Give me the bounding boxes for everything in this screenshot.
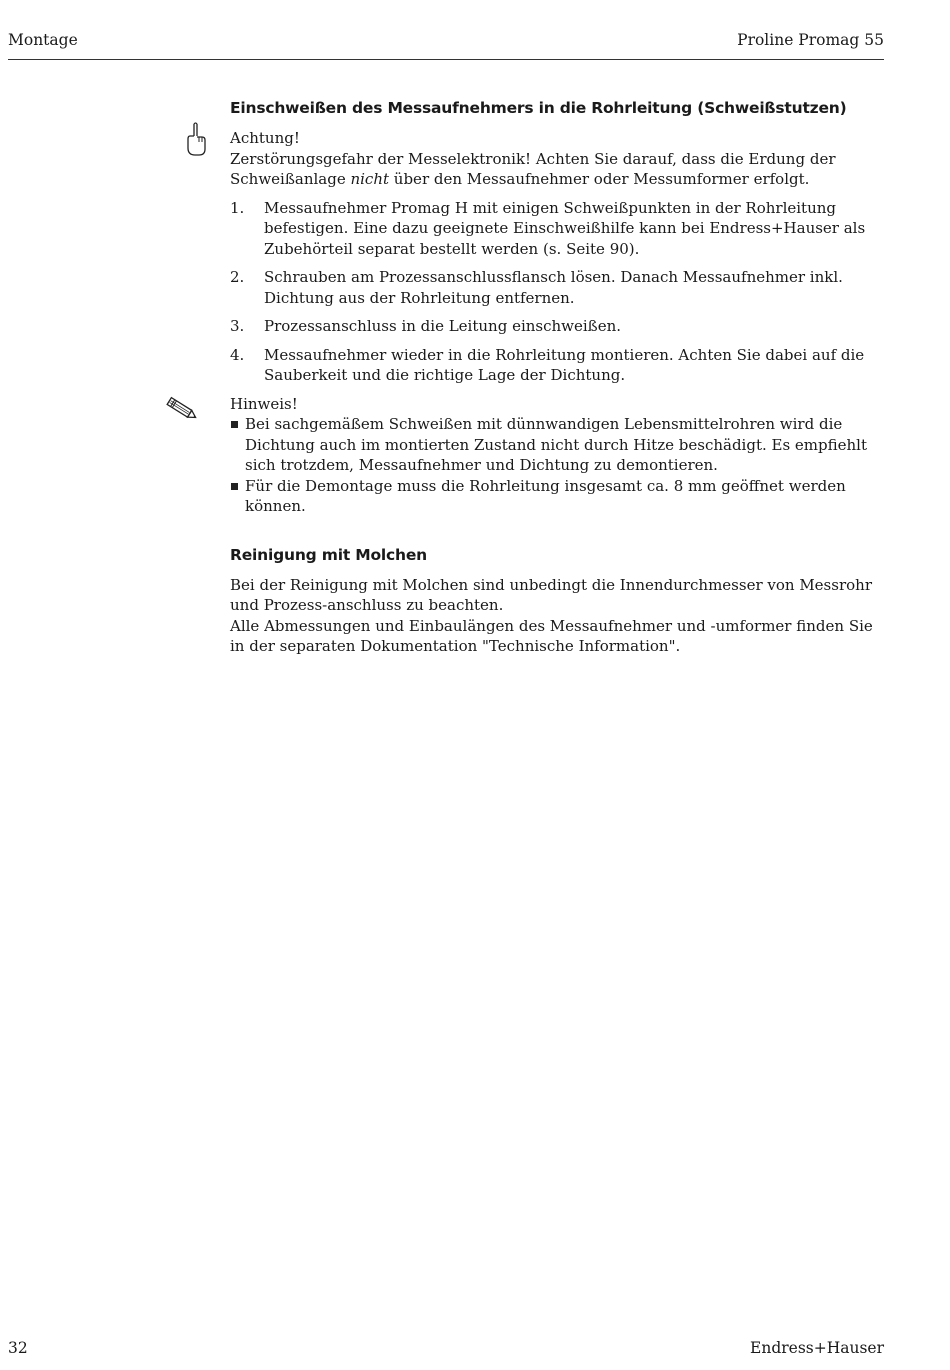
bullet-square-icon [231, 483, 238, 490]
pencil-icon [163, 395, 201, 423]
hint-label: Hinweis! [230, 394, 298, 413]
caution-label: Achtung! [230, 129, 300, 147]
steps-list [230, 198, 885, 386]
bullet-square-icon [231, 421, 238, 428]
page-number: 32 [8, 1339, 28, 1357]
step-item: 1. Messaufnehmer Promag H mit einigen Schweißpunkten in der Rohrleitung befestigen. Eine dazu geeignete Einschweißhilfe kann bei Endress+Hauser als Zubehörteil separat bestellt werden (s. Seite 90). [230, 198, 866, 258]
page-content [230, 98, 885, 657]
step-item: 3. Prozessanschluss in die Leitung einschweißen. [230, 317, 622, 335]
section-title-cleaning: Reinigung mit Molchen [230, 545, 427, 564]
hint-block [230, 394, 885, 517]
pointing-hand-icon [184, 122, 208, 158]
section-title-welding: Einschweißen des Messaufnehmers in die Rohrleitung (Schweißstutzen) [230, 99, 847, 117]
caution-block [230, 128, 885, 190]
header-section: Montage [8, 31, 78, 49]
page-header [8, 31, 884, 60]
cleaning-para-1: Bei der Reinigung mit Molchen sind unbedingt die Innendurchmesser von Messrohr und Prozess-anschluss zu beachten. [230, 575, 872, 614]
brand-name: Endress+Hauser [750, 1339, 884, 1357]
hint-bullets [230, 414, 885, 517]
step-item: 4. Messaufnehmer wieder in die Rohrleitung montieren. Achten Sie dabei auf die Sauberkeit und die richtige Lage der Dichtung. [230, 345, 865, 384]
header-product: Proline Promag 55 [737, 31, 884, 49]
caution-text: Zerstörungsgefahr der Messelektronik! Achten Sie darauf, dass die Erdung der Schweißanlage nicht über den Messaufnehmer oder Messumformer erfolgt. [230, 149, 836, 188]
hint-bullet: Bei sachgemäßem Schweißen mit dünnwandigen Lebensmittelrohren wird die Dichtung auch im montierten Zustand nicht durch Hitze beschädigt. Es empfiehlt sich trotzdem, Messaufnehmer und Dichtung zu demontieren. [230, 414, 885, 476]
hint-bullet: Für die Demontage muss die Rohrleitung insgesamt ca. 8 mm geöffnet werden können. [230, 476, 885, 517]
step-item: 2. Schrauben am Prozessanschlussflansch lösen. Danach Messaufnehmer inkl. Dichtung aus der Rohrleitung entfernen. [230, 268, 843, 307]
cleaning-para-2: Alle Abmessungen und Einbaulängen des Messaufnehmer und -umformer finden Sie in der separaten Dokumentation "Technische Information". [230, 616, 873, 655]
